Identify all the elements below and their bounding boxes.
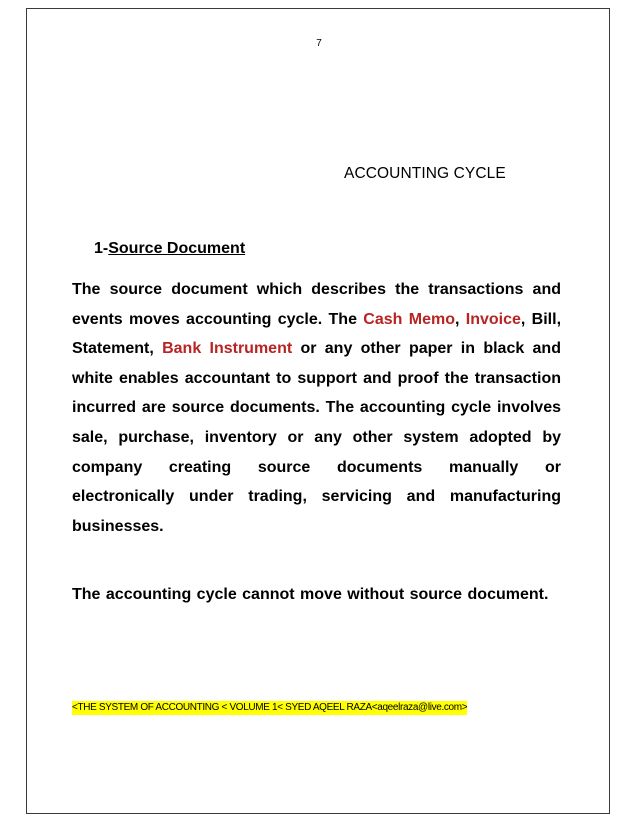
body-paragraph-1 bbox=[72, 275, 561, 541]
body-paragraph-2: The accounting cycle cannot move without source document. bbox=[72, 586, 549, 603]
paragraph-text: The source document which describes the transactions and events moves accounting cycle. The bbox=[72, 281, 561, 328]
section-heading bbox=[94, 240, 245, 258]
footer-note: <THE SYSTEM OF ACCOUNTING < VOLUME 1< SYED AQEEL RAZA<aqeelraza@live.com> bbox=[72, 702, 468, 713]
highlight-invoice: Invoice bbox=[465, 310, 521, 328]
highlight-bank-instrument: Bank Instrument bbox=[162, 340, 293, 358]
page-number: 7 bbox=[316, 38, 322, 49]
paragraph-text: , bbox=[454, 310, 466, 328]
section-index: 1- bbox=[94, 240, 109, 257]
chapter-title: ACCOUNTING CYCLE bbox=[344, 165, 506, 182]
highlight-cash-memo: Cash Memo bbox=[363, 310, 455, 328]
section-title: Source Document bbox=[108, 240, 246, 257]
paragraph-text: , Bill, Statement, bbox=[72, 310, 562, 358]
paragraph-text: or any other paper in black and white enables accountant to support and proof the transaction incurred are source documents. The accounting cycle involves sale, purchase, inventory or any other system adopted by company creating source documents manually or electronically under trading, servicing and manufacturing businesses. bbox=[72, 340, 561, 535]
